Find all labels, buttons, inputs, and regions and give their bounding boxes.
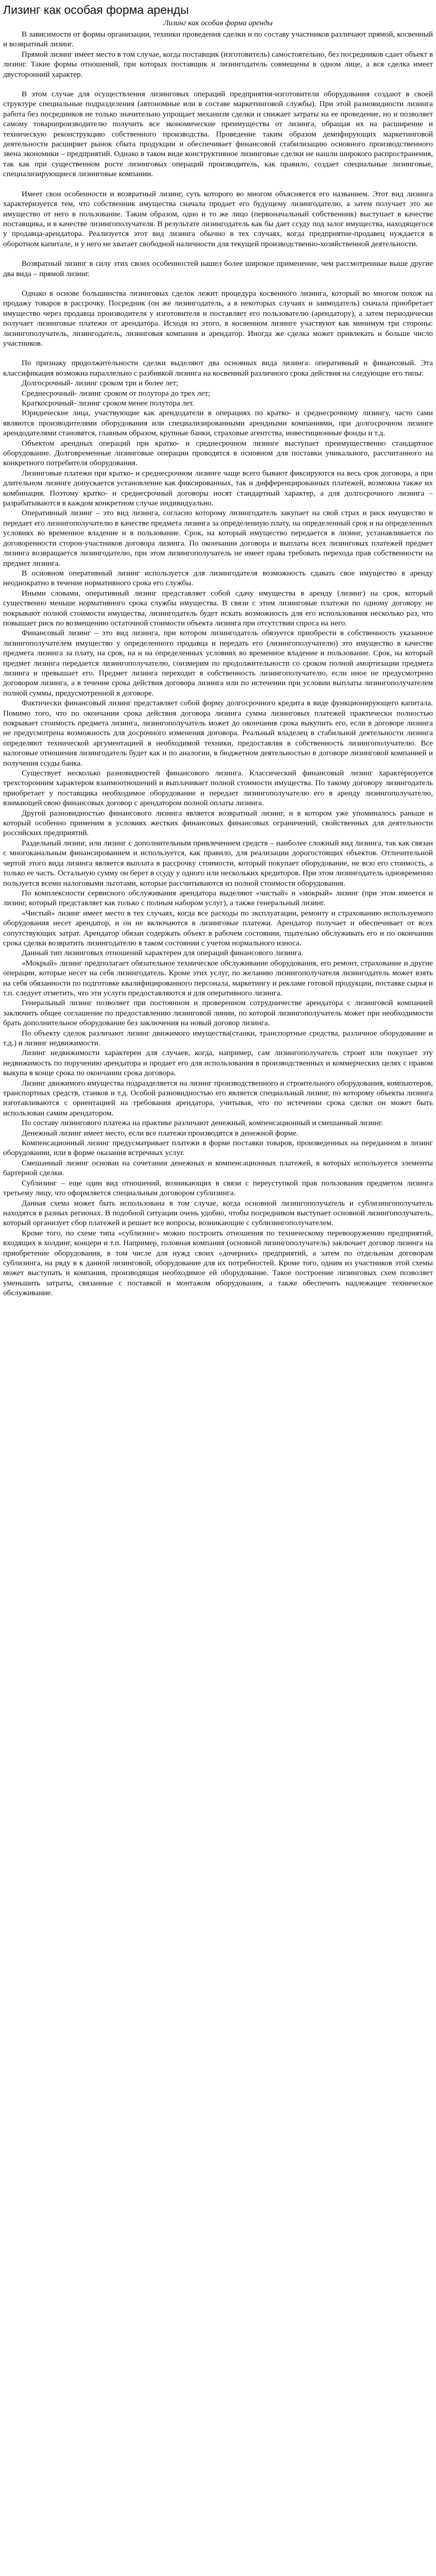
paragraph: Долгосрочный- лизинг сроком три и более лет; bbox=[22, 379, 179, 388]
paragraph: Данный тип лизинговых отношений характерен для операций финансового лизинга. bbox=[22, 948, 303, 958]
paragraph: Существует несколько разновидностей финансового лизинга. Классический финансовый лизинг характеризуется трехсторонним характером взаимоотношений и выплачивает полной стоимости имущества. По такому договору лизингодатель приобретает у поставщика необходимое оборудование и передает лизингополучателю его в аренду лизингополучателю, взимающей свою финансовых договор с арендатором полной оплаты лизинга. bbox=[3, 769, 433, 808]
document-page bbox=[0, 2, 436, 1298]
paragraph: Генеральный лизинг позволяет при постоянном и проверенном сотрудничестве арендатора с лизинговой компанией заключить общее соглашение по предоставлению лизинговой линии, по которой лизингополучатель может при необходимости брать дополнительное оборудование без заключения на новый договор лизинга. bbox=[3, 998, 433, 1028]
paragraph: Оперативный лизинг – это вид лизинга, согласно которому лизингодатель закупает на свой страх и риск имущество и передает его лизингополучателю в качестве предмета лизинга за определенную плату, на определенный срок и на определенных условиях во временное владение и в пользование. Срок, на который имущество передается в лизинг, устанавливается по договоренности сторон-участников договора лизинга. По окончании договора и выплаты всех лизинговых платежей предмет лизинга возвращается лизингодателю, при этом лизингополучатель не имеет права требовать перехода прав собственности на предмет лизинга. bbox=[3, 509, 433, 568]
document-body bbox=[3, 29, 433, 1298]
paragraph: Данная схема может быть использована в том случае, когда основной лизингополучатель и сублизингополучатель находятся в разных регионах. В подобной ситуации очень удобно, чтобы посредником выступает основной лизингополучатель, который организует сбор платежей и решает все вопросы, возникающие с сублизингополучателем. bbox=[3, 1198, 433, 1228]
paragraph: Денежный лизинг имеет место, если все платежи производятся в денежной форме. bbox=[22, 1128, 299, 1138]
paragraph: Фактически финансовый лизинг представляет собой форму долгосрочного кредита в виде функционирующего капитала. Помимо того, что по окончании срока действия договора лизинга сумма лизинговых платежей практически полностью покрывает стоимость предмета лизинга, лизингополучатель может до окончания срока выкупить его, если в договоре лизинга не предусмотрена возможность для досрочного изменения договора. Реальный владелец в стабильной деятельности лизинга определяют технической аргументацией в необходимой техники, предоставляя в собственность лизингополучателю. Все налоговые отношения лизингодатель будет как и по аналогии, в бюджетном деятельностью в договоре лизинговой компанией и получения ссуды банка. bbox=[3, 699, 433, 768]
paragraph: Прямой лизинг имеет место в том случае, когда поставщик (изготовитель) самостоятельно, без посредников сдает объект в лизинг. Такие формы отношений, при которых поставщик и лизингодатель совмещены в одном лице, а вся сделка имеет двусторонний характер. bbox=[3, 49, 433, 79]
paragraph: Кроме того, по схеме типа «сублизинг» можно построить отношения по техническому перевооружению предприятий, входящих в холдинг, концерн и т.п. Например, головная компания (основной лизингополучатель) заключает договор лизинга на приобретение оборудования, в том числе для нужд своих «дочерних» предприятий, а затем по отдельным договорам сублизинга, на ряду в к данной лизинговой, оборудование для их потребностей. Кроме того, одним из участников этой схемы может выступать и компания, производящая необходимое ей оборудование. Такое построение лизинговых схем позволяет уменьшить затраты, связанные с поставкой и монтажом оборудования, а также обеспечить надлежащее техническое обслуживание. bbox=[3, 1228, 433, 1298]
paragraph: Краткосрочный- лизинг сроком менее полутора лет. bbox=[22, 399, 195, 408]
paragraph: По объекту сделок различают лизинг движимого имущества(станки, транспортные средства, различное оборудование и т.д.) и лизинг недвижимости. bbox=[3, 1028, 433, 1047]
paragraph: «Мокрый» лизинг предполагает обязательное техническое обслуживание оборудования, его ремонт, страхование и другие операции, которые несет на себя лизингодатель. Кроме этих услуг, по желанию лизингополучателя лизингодатель может взять на себя обязанности по подготовке квалифицированного персонала, маркетингу и рекламе готовой продукции, поставке сырья и т.п. следует отметить, что эти услуги предоставляются и для оперативного лизинга. bbox=[3, 958, 433, 997]
paragraph: «Чистый» лизинг имеет место в тех случаях, когда все расходы по эксплуатации, ремонту и страхованию используемого оборудования несет арендатор, и он не включаются в лизинговые платежи. Арендатор получает и обеспечивает от всех сопутствующих затрат. Арендатор обязан содержать объект в рабочем состоянии, тщательно обслуживать его и по окончании срока сделки возвратить лизингодателю в таком состоянии с учетом нормального износа. bbox=[3, 908, 433, 947]
paragraph: Объектом арендных операций при кратко- и среднесрочном лизинге выступает преимущественно стандартное оборудование. Долговременные лизинговые операции проводятся в основном для поставки уникального, рассчитанного на конкретного потребителя оборудования. bbox=[3, 438, 433, 468]
paragraph: Среднесрочный- лизинг сроком от полутора до трех лет; bbox=[22, 388, 211, 398]
paragraph: По признаку продолжительности сделки выделяют два основных вида лизинга: оперативный и финансовый. Эта классификация возможна параллельно с разбивкой лизинга на косвенный различного срока действия на следующие его типы: bbox=[3, 359, 433, 378]
paragraph: Лизинг недвижимости характерен для случаев, когда, например, сам лизингополучатель строит или покупает эту недвижимость по поручению арендатора и продает его для использования в производственных и коммерческих целях с правом выкупа в конце срока по окончании срока договора. bbox=[3, 1048, 433, 1078]
paragraph: Юридические лица, участвующие как арендодатели в операциях по кратко- и среднесрочному лизингу, часто сами являются производителями оборудования или специализированными арендными компаниями, при долгосрочном лизинге арендодателями становятся, главным образом, крупные банки, страховые агентства, инвестиционные фонды и т.д. bbox=[3, 409, 433, 438]
paragraph: Имеет свои особенности и возвратный лизинг, суть которого во многом объясняется его названием. Этот вид лизинга характеризуется тем, что собственник имущества сначала продает его будущему лизингодателю, а затем получает это же имущество от него в пользование. Таким образом, одно и то же лицо (первоначальный собственник) выступает в качестве поставщика, и в качестве лизингополучателя. В результате лизингодатель как бы дает ссуду под залог имущества, находящегося у продавца-арендатора. Реализуется этот вид лизинга обычно в тех случаях, когда предприятие-продавец нуждается в оборотном капитале, и у него не хватает свободной наличности для текущей производственно-хозяйственной деятельности. bbox=[3, 189, 433, 248]
paragraph: Другой разновидностью финансового лизинга является возвратный лизинг, и в котором уже упоминалось раньше и который особенно применим в условиях жестких финансовых финансовых ограничений, свойственных для деятельности российских предприятий. bbox=[3, 808, 433, 838]
paragraph: Компенсационный лизинг предусматривает платежи в форме поставки товаров, произведенных на переданном в лизинг оборудовании, или в форме оказания встречных услуг. bbox=[3, 1139, 433, 1158]
paragraph: Раздельный лизинг, или лизинг с дополнительным привлечением средств – наиболее сложный вид лизинга, так как связан с многоканальным финансированием и используется, как правило, для реализации дорогостоящих объектов. Отличительной чертой этого вида лизинга является выплата в рассрочку стоимости, который покупает оборудование, не всю его стоимость, а только ее часть. Остальную сумму он берет в ссуду у одного или нескольких кредиторов. При этом лизингодатель одновременно пользуется всеми налоговыми льготами, которые рассчитываются из полной стоимости оборудования. bbox=[3, 838, 433, 888]
document-title: Лизинг как особая форма аренды bbox=[3, 3, 189, 16]
paragraph: Лизинг движимого имущества подразделяется на лизинг производственного и строительного оборудования, компьютеров, транспортных средств, станков и т.д. Особой разновидностью его является специальный лизинг, по которому объекты лизинга изготавливаются с ориентацией на требования арендатора, учитывая, что по истечении срока сделки он может быть использован самим арендатором. bbox=[3, 1078, 433, 1117]
paragraph: Смешанный лизинг основан на сочетании денежных и компенсационных платежей, в которых используется элементы бартерной сделки. bbox=[3, 1158, 433, 1178]
paragraph: Финансовый лизинг – это вид лизинга, при котором лизингодатель обязуется приобрести в собственность указанное лизингополучателем имущество у определенного продавца и передать его (лизингополучателю) это имущество в качестве предмета лизинга за плату, на срок, на и на определенных условиях во временное владение и пользование. Срок, на который предмет лизинга передается лизингополучателю, соизмерим по продолжительности со сроком полной амортизации предмета лизинга и превышает его. Предмет лизинга переходит в собственность лизингополучателю, если иное не предусмотрено договором лизинга, а в течение срока действия договора лизинга или по истечении при условии выплаты лизингополучателем полной суммы, предусмотренной в договоре. bbox=[3, 629, 433, 698]
paragraph: Возвратный лизинг в силу этих своих особенностей нашел более широкое применение, чем рассмотренные выше другие два вида – прямой лизинг. bbox=[3, 259, 433, 278]
paragraph: Иными словами, оперативный лизинг представляет собой сдачу имущества в аренду (лизинг) на срок, который существенно меньше нормативного срока службы имущества. В связи с этим лизинговые платежи по одному договору не покрывают полной стоимости имущества, лизингодатель будет искать возможность для его использования несколько раз, что повышает риск по возмещению остаточной стоимости объекта лизинга при отсутствии спроса на него. bbox=[3, 588, 433, 628]
paragraph: По комплексности сервисного обслуживания арендатора выделяют «чистый» и «мокрый» лизинг (при этом имеется и лизинг, который представляет как только с полным набором услуг), а также генеральный лизинг. bbox=[3, 888, 433, 908]
paragraph: В основном оперативный лизинг используется для лизингодателя возможность сдавать свое имущество в аренду неоднократно в течение нормативного срока его службы. bbox=[3, 568, 433, 588]
paragraph: Однако в основе большинства лизинговых сделок лежит процедура косвенного лизинга, который во многом похож на продажу товаров в рассрочку. Посредник (он же лизингодатель, а в некоторых случаях и заимодатель) сначала приобретает имущество через продавца производителя у изготовителя и поставляет его пользователю (арендатору), а затем периодически получает лизинговые платежи от арендатора. Исходя из этого, в косвенном лизинге участвуют как минимум три стороны: лизингополучатель, лизингодатель, лизинговая компания и арендатор. Иногда же сделка может привлекать и больше число участников. bbox=[3, 289, 433, 348]
paragraph: По составу лизингового платежа на практике различают денежный, компенсационный и смешанный лизинг. bbox=[22, 1118, 383, 1128]
document-subtitle: Лизинг как особая форма аренды bbox=[163, 19, 273, 27]
paragraph: Лизинговые платежи при кратко- и среднесрочном лизинге чаще всего бывают фиксируются на весь срок договора, а при длительном лизинге допускается установление как фиксированных, так и дифференцированных платежей, возможна также их комбинация. Поэтому кратко- и среднесрочный договоры носят стандартный характер, а для долгосрочного лизинга – разрабатываются в каждом конкретном случае индивидуально. bbox=[3, 468, 433, 508]
paragraph: Сублизинг – еще один вид отношений, возникающих в связи с переуступкой прав пользования предметом лизинга третьему лицу, что оформляется специальным договором сублизинга. bbox=[3, 1178, 433, 1198]
paragraph: В этом случае для осуществления лизинговых операций предприятия-изготовители оборудования создают в своей структуре специальные подразделения (автономные или в составе маркетинговой службы). При этой разновидности лизинга работа без посредников не только значительно упрощает механизм сделки и снижает затраты на ее проведение, но и позволяет самому товаропроизводителю получить все экономические преимущества от лизинга, обращая их на расширение и техническую реконструкцию собственного производства. Проведение таким образом демпфирующих маркетинговой деятельности расширяет рынок сбыта продукции и обеспечивает финансовой стабилизацию основного производственного звена экономики – предприятий. Однако в таком виде конструктивное лизинговые сделки не нашли широкого распространения, так как при существенном росте лизинговых операций производитель, как правило, создает специальные лизинговые, специализирующиеся лизинговые компании. bbox=[3, 90, 433, 179]
paragraph: В зависимости от формы организации, техники проведения сделки и по составу участников различают прямой, косвенный и возвратный лизинг. bbox=[3, 30, 433, 49]
